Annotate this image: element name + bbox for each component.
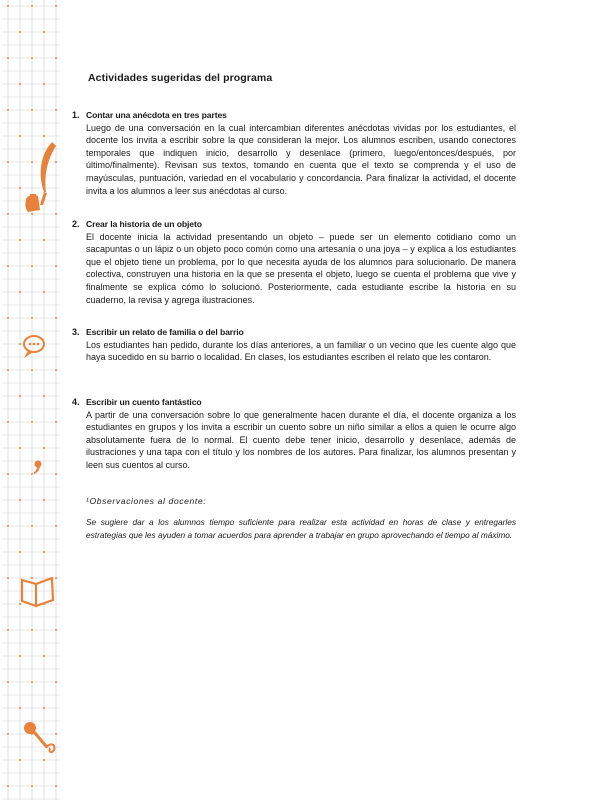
teacher-notes-body: Se sugiere dar a los alumnos tiempo suficiente para realizar esta actividad en horas de clase y entregarles estrategias que les ayuden a tomar acuerdos para aprender a trabajar en grupo aprovechando el tiempo al máximo.: [86, 517, 516, 540]
activity-number: 2.: [72, 219, 80, 229]
teacher-notes-title: ¹Observaciones al docente:: [86, 496, 207, 506]
activity-body: Luego de una conversación en la cual intercambian diferentes anécdotas vividas por los estudiantes, el docente los invita a escribir sobre la que consideran la mejor. Los alumnos escriben, usando conectores temporales que indiquen inicio, desarrollo y desenlace (primero, luego/entonces/después, por último/finalmente). Revisan sus textos, tomando en cuenta que el texto se comprenda y el uso de mayúsculas, puntuación, variedad en el vocabulario y concordancia. Para finalizar la actividad, el docente invita a los alumnos a leer sus anécdotas al curso.: [86, 122, 516, 196]
page-title: Actividades sugeridas del programa: [88, 72, 273, 84]
activity-number: 1.: [72, 110, 80, 120]
open-book-icon: [22, 578, 53, 606]
activity-heading: Contar una anécdota en tres partes: [86, 110, 227, 120]
activity-number: 4.: [72, 397, 80, 407]
comma-icon: [34, 461, 42, 475]
feather-pen-icon: [40, 142, 56, 205]
margin-grid: [0, 0, 62, 800]
microphone-icon: [24, 722, 54, 752]
activity-heading: Escribir un relato de familia o del barrio: [86, 327, 244, 337]
activity-body: A partir de una conversación sobre lo que generalmente hacen durante el día, el docente organiza a los estudiantes en grupos y los invita a escribir un cuento sobre un niño similar a ellos a quien le ocurre algo absolutamente fuera de lo normal. El cuento debe tener inicio, desarrollo y desenlace, además de ilustraciones y una tapa con el título y los nombres de los autores. Para finalizar, los alumnos presentan y leen sus cuentos al curso.: [86, 409, 516, 470]
ink-pot-icon: [25, 194, 40, 212]
speech-bubble-icon: [24, 336, 44, 358]
decorative-margin: [0, 0, 62, 800]
activity-number: 3.: [72, 327, 80, 337]
activity-body: Los estudiantes han pedido, durante los días anteriores, a un familiar o un vecino que les cuente algo que haya sucedido en su barrio o localidad. En clases, los estudiantes escriben el relato que les contaron.: [86, 339, 516, 363]
activity-heading: Escribir un cuento fantástico: [86, 397, 202, 407]
activity-heading: Crear la historia de un objeto: [86, 219, 202, 229]
activity-body: El docente inicia la actividad presentando un objeto – puede ser un elemento cotidiano como un sacapuntas o un lápiz o un objeto poco común como una artesanía o una joya – y explica a los estudiantes que el objeto tiene un problema, por lo que necesita ayuda de los alumnos para solucionarlo. De manera colectiva, construyen una historia en la que se presenta el objeto, luego se cuenta el problema que vive y finalmente se explica cómo lo solucionó. Posteriormente, cada estudiante escribe la historia en su cuaderno, la revisa y agrega ilustraciones.: [86, 231, 516, 305]
